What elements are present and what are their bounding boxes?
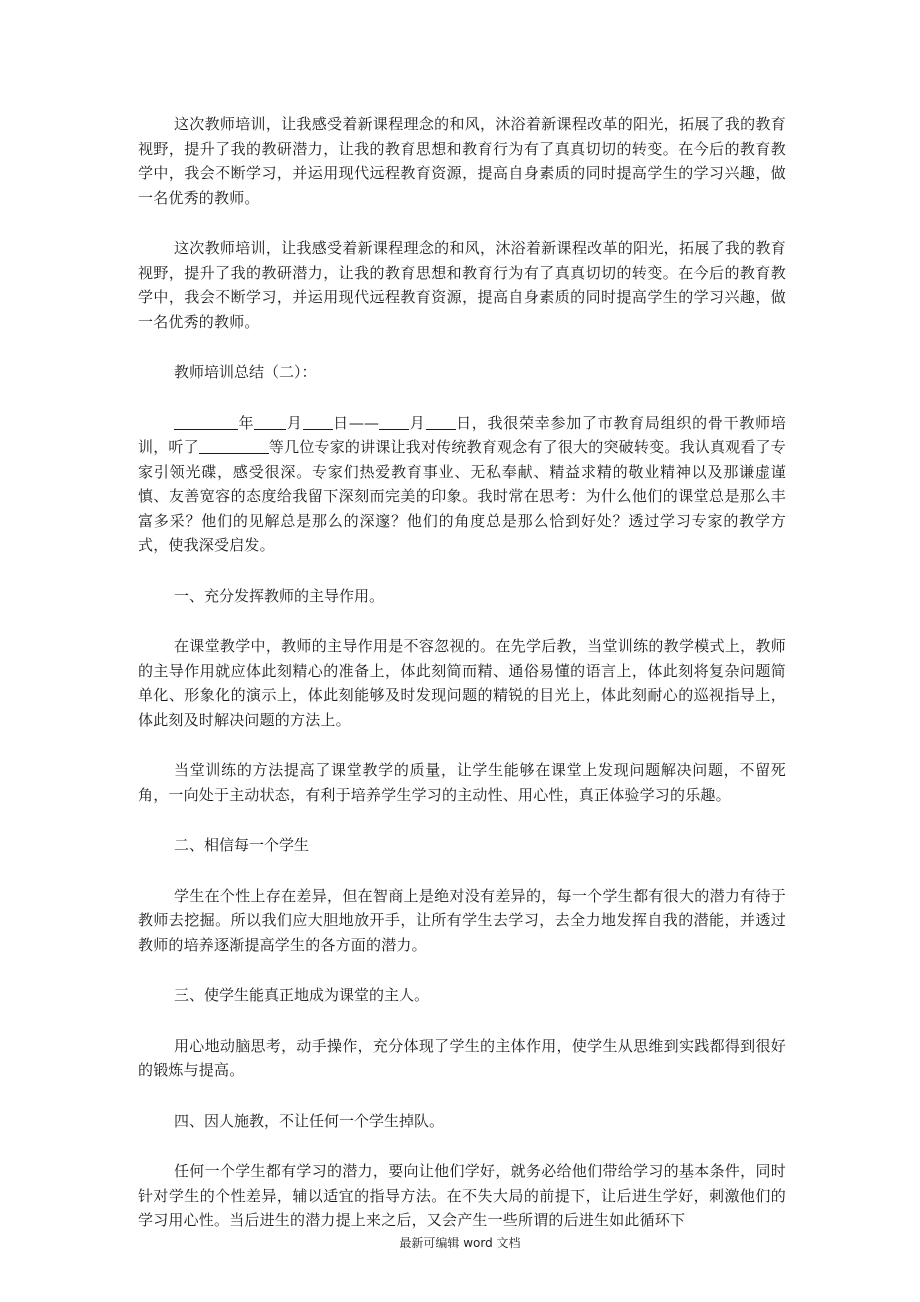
section-paragraph: 学生在个性上存在差异，但在智商上是绝对没有差异的，每一个学生都有很大的潜力有待于教师去挖掘。所以我们应大胆地放开手，让所有学生去学习，去全力地发挥自我的潜能，并透过教师的培养逐渐提高学生的各方面的潜力。 bbox=[138, 886, 786, 954]
section-paragraph: 任何一个学生都有学习的潜力，要向让他们学好，就务必给他们带给学习的基本条件，同时针对学生的个性差异，辅以适宜的指导方法。在不失大局的前提下，让后进生学好，刺激他们的学习用心性。当后进生的潜力提上来之后，又会产生一些所谓的后进生如此循环下 bbox=[138, 1162, 786, 1229]
section-paragraph: 当堂训练的方法提高了课堂教学的质量，让学生能够在课堂上发现问题解决问题，不留死角，一向处于主动状态，有利于培养学生学习的主动性、用心性，真正体验学习的乐趣。 bbox=[138, 761, 786, 804]
section-heading: 一、充分发挥教师的主导作用。 bbox=[174, 586, 385, 605]
blank-line bbox=[303, 413, 333, 430]
intro-text: 年 bbox=[238, 413, 255, 432]
intro-text: 日，我很荣幸参加了市教育局组织的骨干教师培训，听了 bbox=[138, 413, 787, 456]
intro-paragraph bbox=[138, 411, 786, 558]
body-paragraph: 这次教师培训，让我感受着新课程理念的和风，沐浴着新课程改革的阳光，拓展了我的教育视野，提升了我的教研潜力，让我的教育思想和教育行为有了真真切切的转变。在今后的教育教学中，我会不断学习，并运用现代远程教育资源，提高自身素质的同时提高学生的学习兴趣，做一名优秀的教师。 bbox=[138, 115, 786, 207]
intro-text: 日—— bbox=[332, 413, 380, 432]
blank-line bbox=[379, 413, 409, 430]
intro-text: 月 bbox=[409, 413, 426, 432]
document-body bbox=[138, 112, 786, 1259]
section-paragraph: 在课堂教学中，教师的主导作用是不容忽视的。在先学后教，当堂训练的教学模式上，教师的主导作用就应体此刻精心的准备上，体此刻简而精、通俗易懂的语言上，体此刻将复杂问题简单化、形象化的演示上，体此刻能够及时发现问题的精锐的目光上，体此刻耐心的巡视指导上，体此刻及时解决问题的方法上。 bbox=[138, 637, 786, 729]
blank-line bbox=[199, 437, 269, 454]
section-heading: 三、使学生能真正地成为课堂的主人。 bbox=[174, 986, 430, 1004]
blank-line bbox=[254, 413, 286, 430]
section-paragraph: 用心地动脑思考，动手操作，充分体现了学生的主体作用，使学生从思维到实践都得到很好的锻炼与提高。 bbox=[138, 1036, 786, 1079]
section-heading: 二、相信每一个学生 bbox=[174, 836, 310, 854]
blank-line bbox=[174, 413, 238, 430]
blank-line bbox=[426, 413, 456, 430]
section-heading: 四、因人施教，不让任何一个学生掉队。 bbox=[174, 1111, 445, 1130]
summary-title: 教师培训总结（二）： bbox=[174, 363, 317, 381]
page-footer: 最新可编辑 word 文档 bbox=[399, 1236, 521, 1250]
body-paragraph: 这次教师培训，让我感受着新课程理念的和风，沐浴着新课程改革的阳光，拓展了我的教育视野，提升了我的教研潜力，让我的教育思想和教育行为有了真真切切的转变。在今后的教育教学中，我会不断学习，并运用现代远程教育资源，提高自身素质的同时提高学生的学习兴趣，做一名优秀的教师。 bbox=[138, 239, 786, 331]
intro-text: 等几位专家的讲课让我对传统教育观念有了很大的突破转变。我认真观看了专家引领光碟，感受很深。专家们热爱教育事业、无私奉献、精益求精的敬业精神以及那谦虚谨慎、友善宽容的态度给我留下深刻而完美的印象。我时常在思考：为什么他们的课堂总是那么丰富多采？他们的见解总是那么的深邃？他们的角度总是那么恰到好处？透过学习专家的教学方式，使我深受启发。 bbox=[138, 438, 786, 554]
intro-text: 月 bbox=[286, 413, 303, 432]
